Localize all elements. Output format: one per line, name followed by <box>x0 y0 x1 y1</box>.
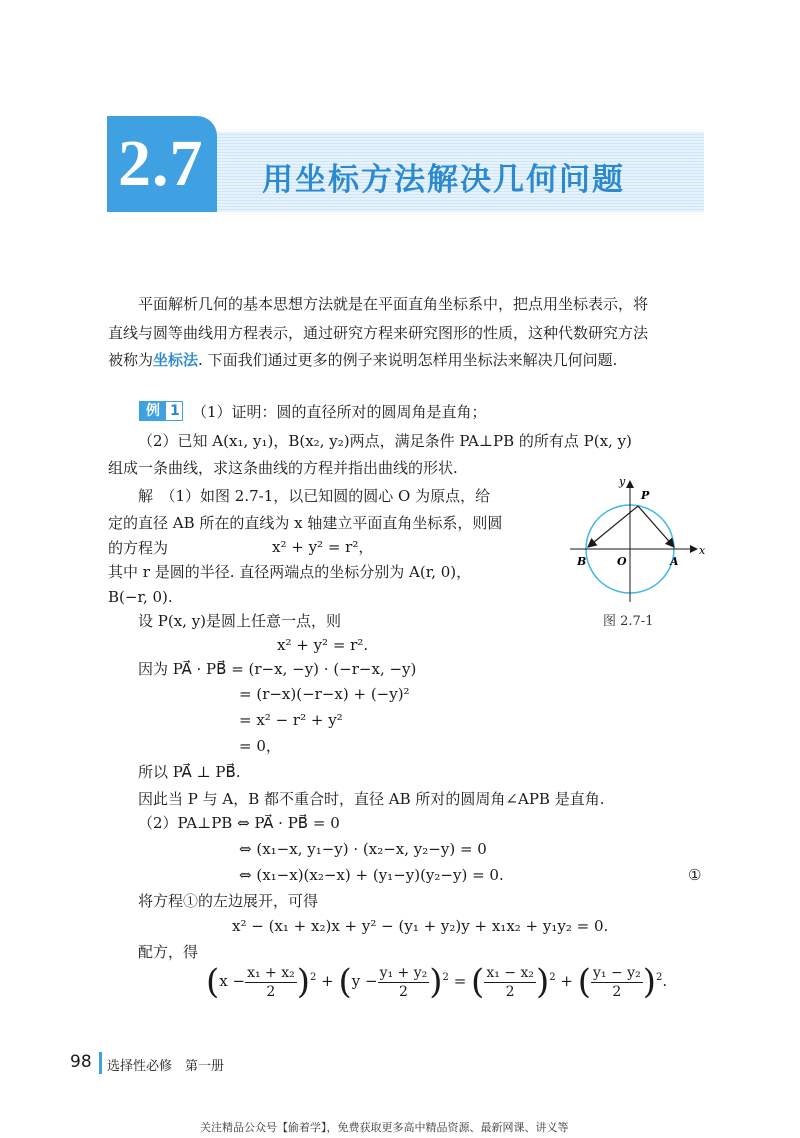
fraction: $\frac{\text{x₁ − x₂}}{2}$ <box>486 964 534 1000</box>
equation: 因为 PA⃗ · PB⃗ = (r−x, −y) · (−r−x, −y) <box>138 660 417 678</box>
paren: ( <box>206 962 220 1002</box>
figure-caption: 图 2.7-1 <box>603 614 654 629</box>
paren: ) <box>642 962 656 1002</box>
intro-line-1: 平面解析几何的基本思想方法就是在平面直角坐标系中，把点用坐标表示，将 <box>138 295 649 313</box>
intro-text: . 下面我们通过更多的例子来说明怎样用坐标法来解决几何问题. <box>198 351 618 369</box>
equation: = x² − r² + y² <box>239 711 343 729</box>
equation: x² + y² = r². <box>277 636 369 654</box>
operator: + <box>321 972 334 990</box>
fraction: $\frac{\text{y₁ + y₂}}{2}$ <box>379 964 428 1000</box>
figure-circle-diagram <box>560 474 710 614</box>
term: y − <box>351 972 378 990</box>
equation: = 0， <box>239 737 281 755</box>
operator: + <box>560 972 573 990</box>
completed-square-equation: (x − $\frac{\text{x₁ + x₂}}{2}$ )$^2$ + (y − $\frac{\text{y₁ + y₂}}{2}$ )$^2$ = ( $\frac{\text{x₁ − x₂}}{2}$ )$^2$ + ( $\frac{\text{y₁ − y₂}}{2}$ )$^2$. <box>206 962 668 1002</box>
page-number: 98 <box>70 1052 92 1072</box>
label-y: y <box>619 475 626 488</box>
term: x − <box>219 972 246 990</box>
footer-divider <box>99 1052 102 1074</box>
intro-text: 被称为 <box>108 351 154 369</box>
equation-marker: ① <box>688 866 702 884</box>
example-badge <box>139 401 183 421</box>
equation: （2）PA⊥PB ⇔ PA⃗ · PB⃗ = 0 <box>138 814 340 832</box>
paren: ) <box>296 962 310 1002</box>
circle-equation: x² + y² = r²， <box>272 538 374 556</box>
example-part-2-line-1: （2）已知 A(x₁, y₁)，B(x₂, y₂)两点，满足条件 PA⊥PB 的所有点 P(x, y) <box>138 432 632 450</box>
label-x: x <box>699 544 706 557</box>
paren: ) <box>429 962 443 1002</box>
fraction: $\frac{\text{x₁ + x₂}}{2}$ <box>247 964 295 1000</box>
example-label: 例 <box>140 402 166 420</box>
solution-line: 将方程①的左边展开，可得 <box>138 892 319 910</box>
example-part-1: （1）证明：圆的直径所对的圆周角是直角； <box>192 403 487 421</box>
book-title: 选择性必修 第一册 <box>107 1059 225 1074</box>
solution-line: 其中 r 是圆的半径. 直径两端点的坐标分别为 A(r, 0)， <box>108 563 472 581</box>
label-b: B <box>577 555 587 568</box>
solution-line: 的方程为 <box>108 539 169 557</box>
solution-line: 定的直径 AB 所在的直线为 x 轴建立平面直角坐标系，则圆 <box>108 514 503 532</box>
solution-line: 设 P(x, y)是圆上任意一点，则 <box>138 612 342 630</box>
intro-line-2: 直线与圆等曲线用方程表示，通过研究方程来研究图形的性质，这种代数研究方法 <box>108 324 649 342</box>
paren: ) <box>535 962 550 1002</box>
equation: 所以 PA⃗ ⊥ PB⃗. <box>138 763 241 781</box>
expanded-equation: x² − (x₁ + x₂)x + y² − (y₁ + y₂)y + x₁x₂ + y₁y₂ = 0. <box>232 917 609 935</box>
label-p: P <box>641 489 650 502</box>
solution-line: B(−r, 0). <box>108 588 173 606</box>
equation: ⇔ (x₁−x, y₁−y) · (x₂−x, y₂−y) = 0 <box>239 840 487 858</box>
paren: ( <box>471 962 485 1002</box>
watermark-text: 关注精品公众号【偷着学】，免费获取更多高中精品资源、最新网课、讲义等 <box>200 1121 569 1134</box>
fraction: $\frac{\text{y₁ − y₂}}{2}$ <box>593 964 641 1000</box>
paren: ( <box>338 962 352 1002</box>
intro-line-3 <box>108 348 617 372</box>
equation: = (r−x)(−r−x) + (−y)² <box>239 685 410 703</box>
label-a: A <box>670 555 679 568</box>
equation: ⇔ (x₁−x)(x₂−x) + (y₁−y)(y₂−y) = 0. <box>239 866 504 884</box>
paren: ( <box>577 962 592 1002</box>
solution-line: 配方，得 <box>138 943 199 961</box>
label-o: O <box>617 555 627 568</box>
example-number: 1 <box>170 403 180 419</box>
key-term: 坐标法 <box>153 351 199 369</box>
section-number: 2.7 <box>118 127 204 200</box>
operator: = <box>453 972 467 990</box>
solution-line: 解 （1）如图 2.7-1，以已知圆的圆心 O 为原点，给 <box>138 487 491 505</box>
section-title: 用坐标方法解决几何问题 <box>262 162 625 198</box>
example-part-2-line-2: 组成一条曲线，求这条曲线的方程并指出曲线的形状. <box>108 459 458 477</box>
solution-line: 因此当 P 与 A，B 都不重合时，直径 AB 所对的圆周角∠APB 是直角. <box>138 790 605 808</box>
